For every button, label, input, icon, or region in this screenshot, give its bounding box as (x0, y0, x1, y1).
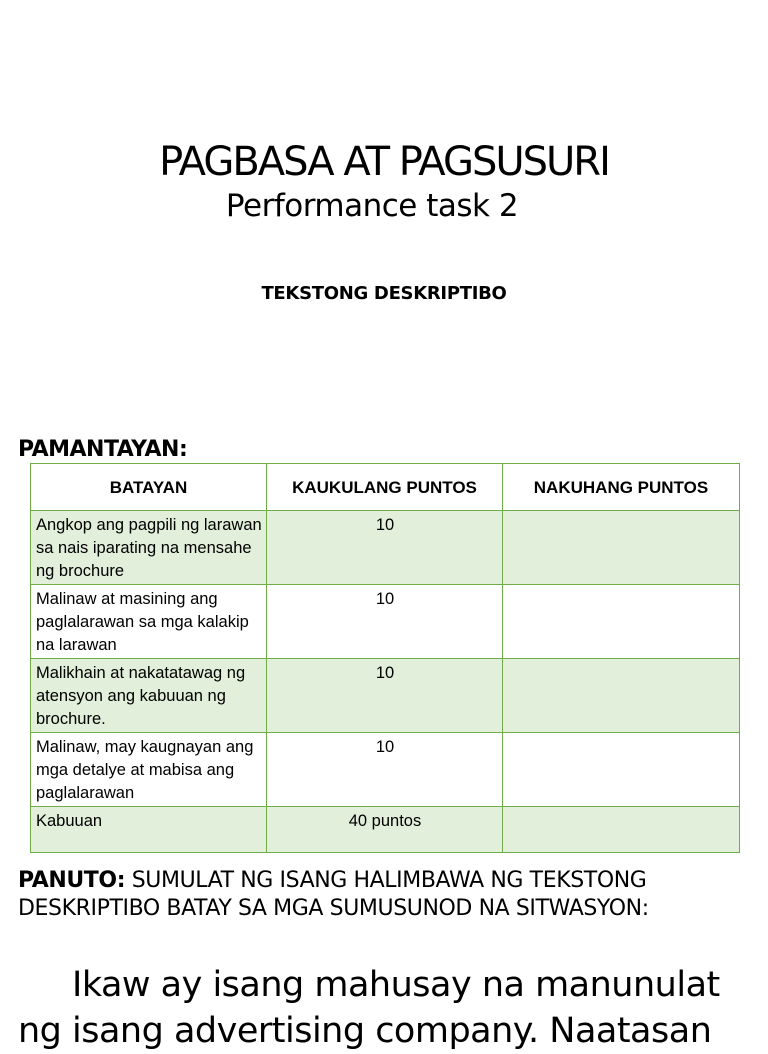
table-row (31, 585, 740, 659)
instructions-text: SUMULAT NG ISANG HALIMBAWA NG TEKSTONG DESKRIPTIBO BATAY SA MGA SUMUSUNOD NA SITWASYON: (18, 868, 649, 921)
points-cell: 10 (267, 659, 503, 733)
page-title: PAGBASA AT PAGSUSURI (159, 139, 609, 185)
page-subtitle: Performance task 2 (225, 188, 519, 224)
points-cell: 10 (267, 511, 503, 585)
points-cell: 10 (267, 585, 503, 659)
section-heading: TEKSTONG DESKRIPTIBO (261, 283, 507, 304)
table-row-total (31, 807, 740, 853)
table-row (31, 659, 740, 733)
column-header-earned: NAKUHANG PUNTOS (503, 464, 740, 511)
rubric-table (30, 463, 740, 853)
earned-cell (503, 733, 740, 807)
rubric-header-row (31, 464, 740, 511)
criterion-cell: Angkop ang pagpili ng larawan sa nais iparating na mensahe ng brochure (31, 511, 267, 585)
criterion-cell: Malinaw, may kaugnayan ang mga detalye at mabisa ang paglalarawan (31, 733, 267, 807)
earned-cell (503, 585, 740, 659)
instructions (18, 867, 758, 923)
instructions-lead: PANUTO: (18, 868, 126, 893)
table-row (31, 733, 740, 807)
points-cell: 10 (267, 733, 503, 807)
criterion-cell: Kabuuan (31, 807, 267, 853)
earned-cell (503, 659, 740, 733)
column-header-criterion: BATAYAN (31, 464, 267, 511)
table-row (31, 511, 740, 585)
criterion-cell: Malinaw at masining ang paglalarawan sa mga kalakip na larawan (31, 585, 267, 659)
earned-cell (503, 807, 740, 853)
points-cell: 40 puntos (267, 807, 503, 853)
body-paragraph: Ikaw ay isang mahusay na manunulat ng isang advertising company. Naatasan (18, 965, 720, 1051)
criteria-label: PAMANTAYAN: (18, 437, 188, 462)
column-header-points: KAUKULANG PUNTOS (267, 464, 503, 511)
earned-cell (503, 511, 740, 585)
criterion-cell: Malikhain at nakatatawag ng atensyon ang kabuuan ng brochure. (31, 659, 267, 733)
